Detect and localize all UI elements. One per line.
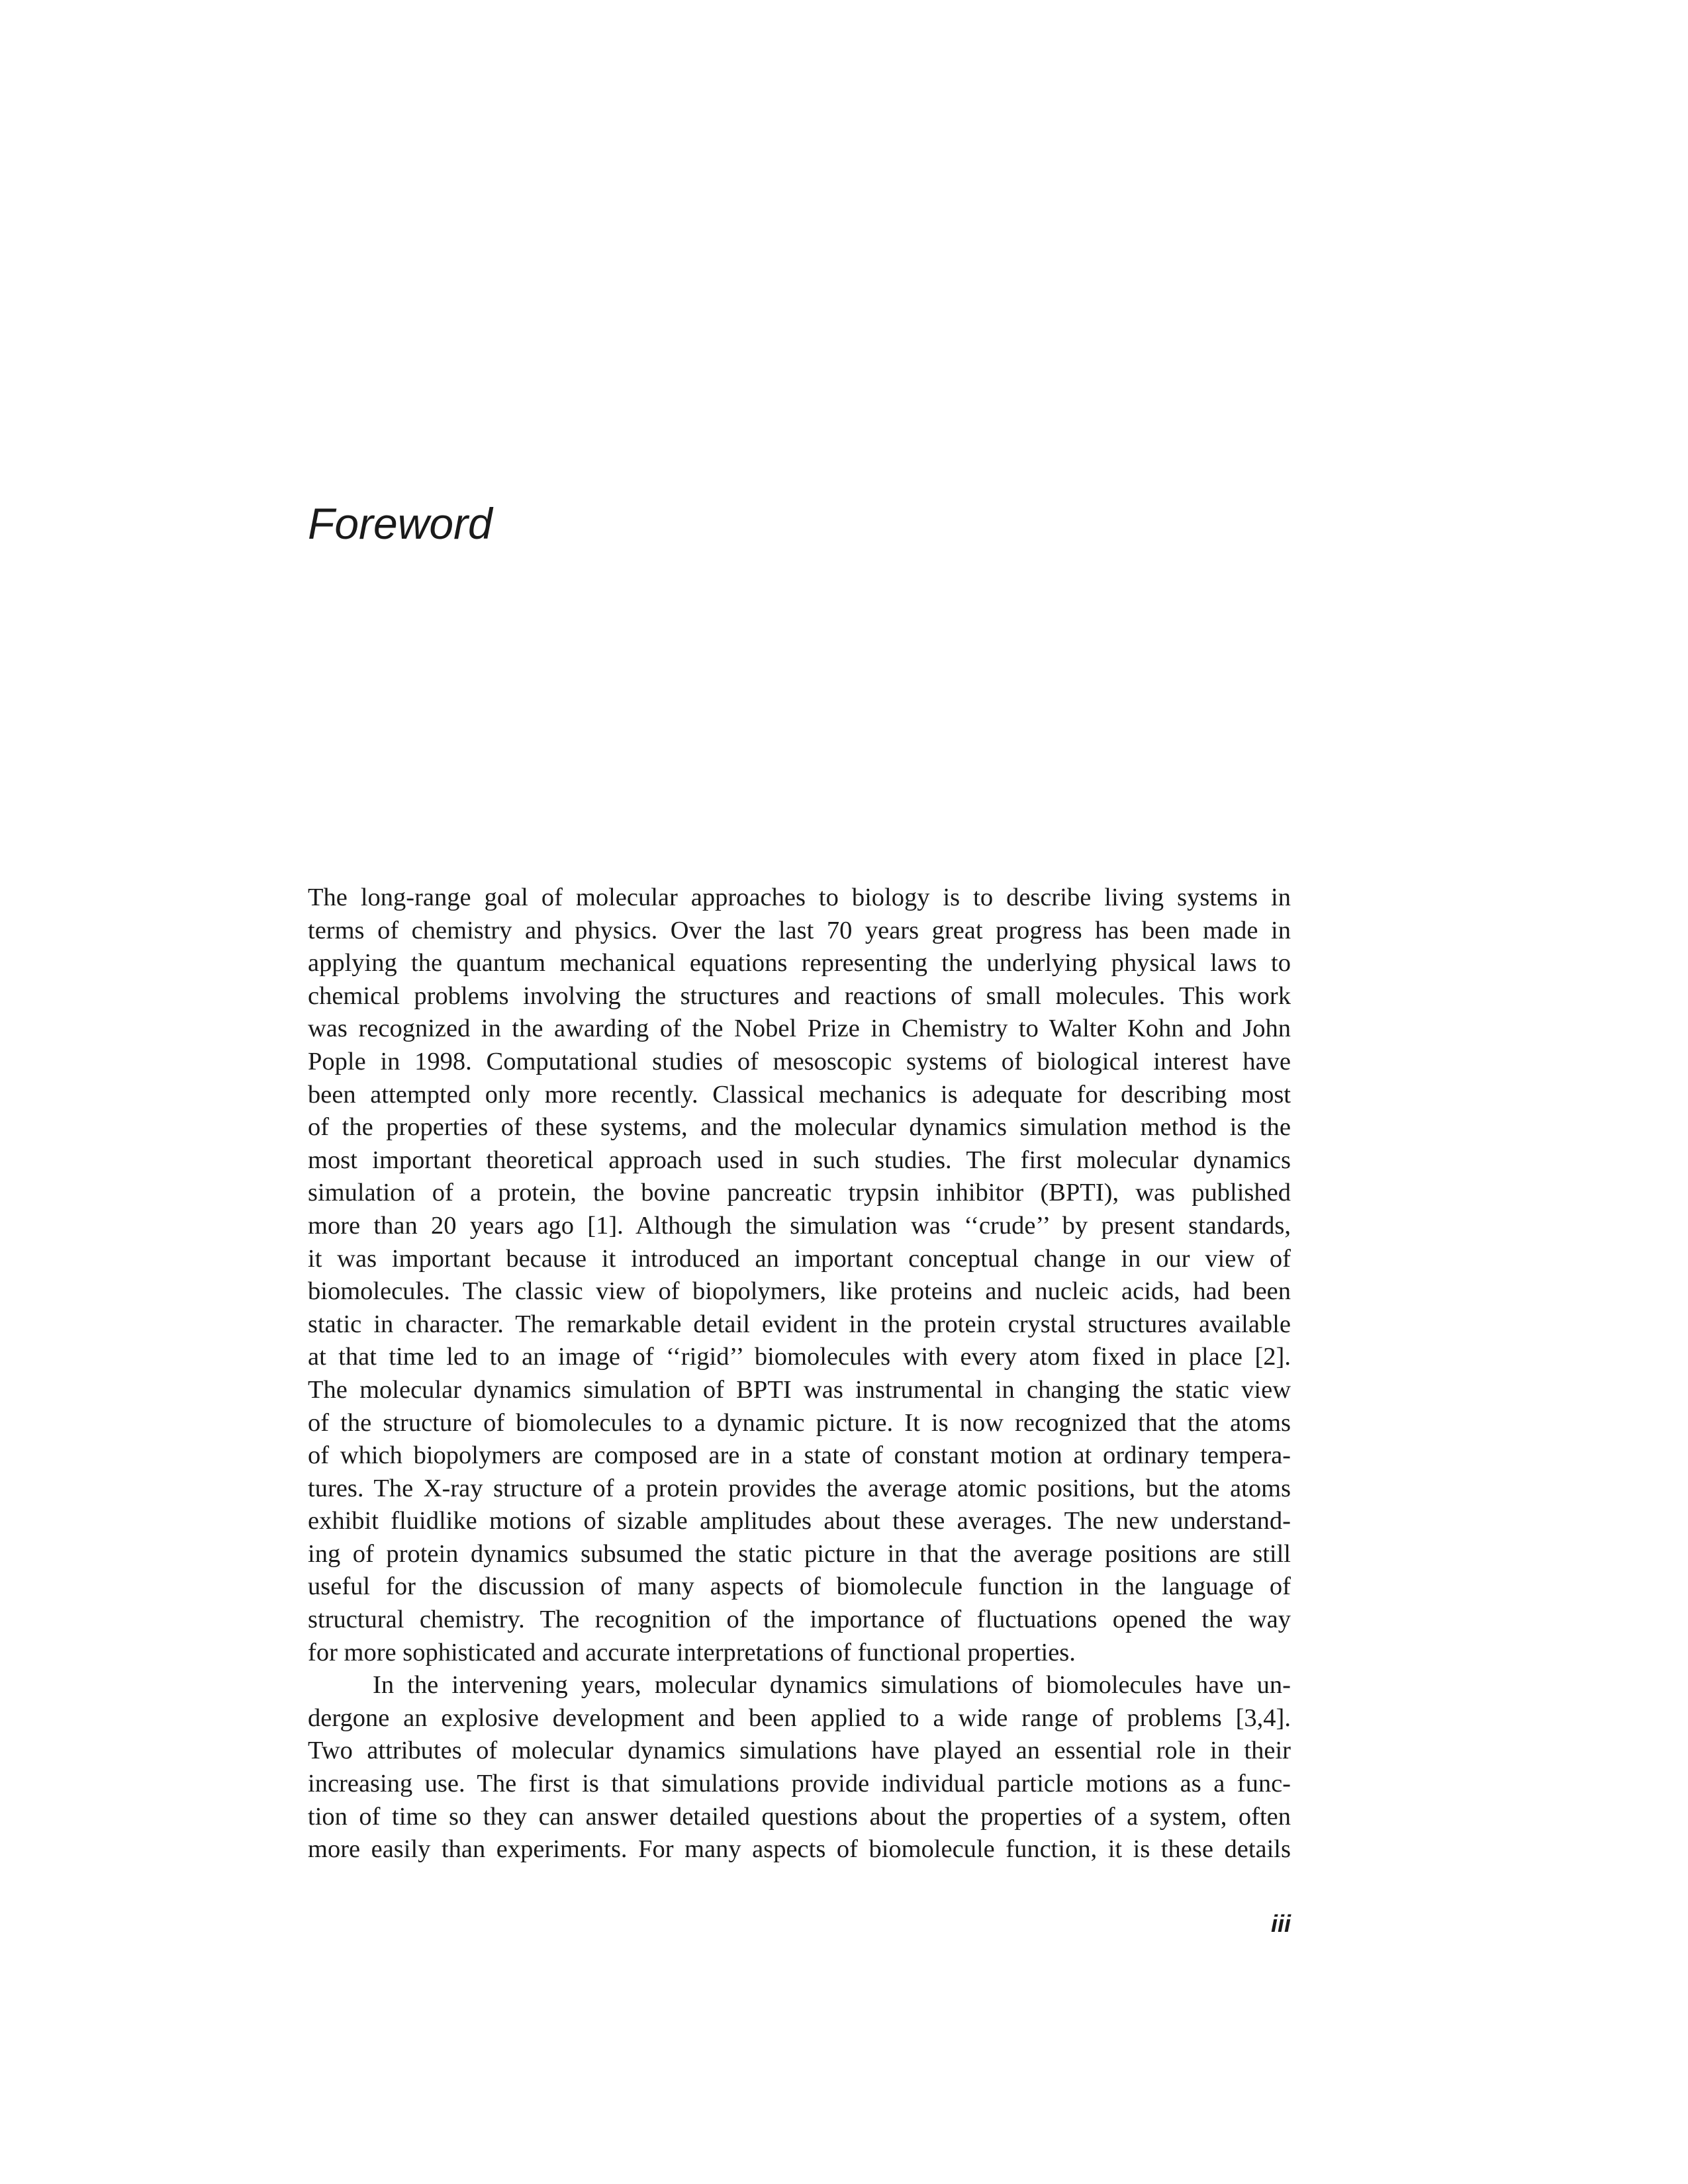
paragraph [308, 882, 1291, 1669]
text-line: Pople in 1998. Computational studies of mesoscopic systems of biological interest have [308, 1047, 1291, 1075]
text-line: ing of protein dynamics subsumed the static picture in that the average positions are still [308, 1539, 1291, 1568]
page-title: Foreword [308, 499, 492, 548]
text-line: tion of time so they can answer detailed questions about the properties of a system, often [308, 1802, 1291, 1831]
page-number: iii [1270, 1910, 1291, 1937]
foreword-body [308, 882, 1291, 1866]
text-line: more easily than experiments. For many aspects of biomolecule function, it is these details [308, 1835, 1291, 1864]
text-line: of the properties of these systems, and the molecular dynamics simulation method is the [308, 1113, 1291, 1142]
text-line: useful for the discussion of many aspects of biomolecule function in the language of [308, 1572, 1291, 1601]
text-line: exhibit fluidlike motions of sizable amplitudes about these averages. The new understand- [308, 1507, 1291, 1535]
text-line: Two attributes of molecular dynamics simulations have played an essential role in their [308, 1737, 1291, 1765]
text-line: The long-range goal of molecular approaches to biology is to describe living systems in [308, 884, 1291, 911]
text-line: it was important because it introduced an important conceptual change in our view of [308, 1244, 1291, 1273]
text-line: of which biopolymers are composed are in a state of constant motion at ordinary tempera- [308, 1441, 1291, 1470]
text-line: was recognized in the awarding of the Nobel Prize in Chemistry to Walter Kohn and John [308, 1015, 1291, 1043]
text-line: The molecular dynamics simulation of BPTI was instrumental in changing the static view [308, 1375, 1291, 1404]
text-line: chemical problems involving the structures and reactions of small molecules. This work [308, 981, 1291, 1010]
paragraph [308, 1669, 1291, 1866]
text-line: In the intervening years, molecular dynamics simulations of biomolecules have un- [373, 1671, 1291, 1700]
text-line: of the structure of biomolecules to a dynamic picture. It is now recognized that the atoms [308, 1408, 1291, 1437]
text-line: for more sophisticated and accurate interpretations of functional properties. [308, 1638, 1076, 1666]
text-line: been attempted only more recently. Classical mechanics is adequate for describing most [308, 1080, 1291, 1109]
text-line: structural chemistry. The recognition of the importance of fluctuations opened the way [308, 1606, 1291, 1634]
text-line: tures. The X-ray structure of a protein provides the average atomic positions, but the atoms [308, 1474, 1291, 1502]
text-line: at that time led to an image of ‘‘rigid’’ biomolecules with every atom fixed in place [2]. [308, 1343, 1291, 1371]
text-line: biomolecules. The classic view of biopolymers, like proteins and nucleic acids, had been [308, 1277, 1291, 1306]
text-line: dergone an explosive development and been applied to a wide range of problems [3,4]. [308, 1704, 1291, 1732]
text-line: increasing use. The first is that simulations provide individual particle motions as a func- [308, 1770, 1291, 1798]
text-line: applying the quantum mechanical equations representing the underlying physical laws to [308, 949, 1291, 978]
text-line: most important theoretical approach used in such studies. The first molecular dynamics [308, 1146, 1291, 1174]
text-line: simulation of a protein, the bovine pancreatic trypsin inhibitor (BPTI), was published [308, 1179, 1291, 1207]
text-line: more than 20 years ago [1]. Although the simulation was ‘‘crude’’ by present standards, [308, 1211, 1291, 1240]
text-line: terms of chemistry and physics. Over the last 70 years great progress has been made in [308, 916, 1291, 944]
text-line: static in character. The remarkable detail evident in the protein crystal structures available [308, 1310, 1291, 1338]
